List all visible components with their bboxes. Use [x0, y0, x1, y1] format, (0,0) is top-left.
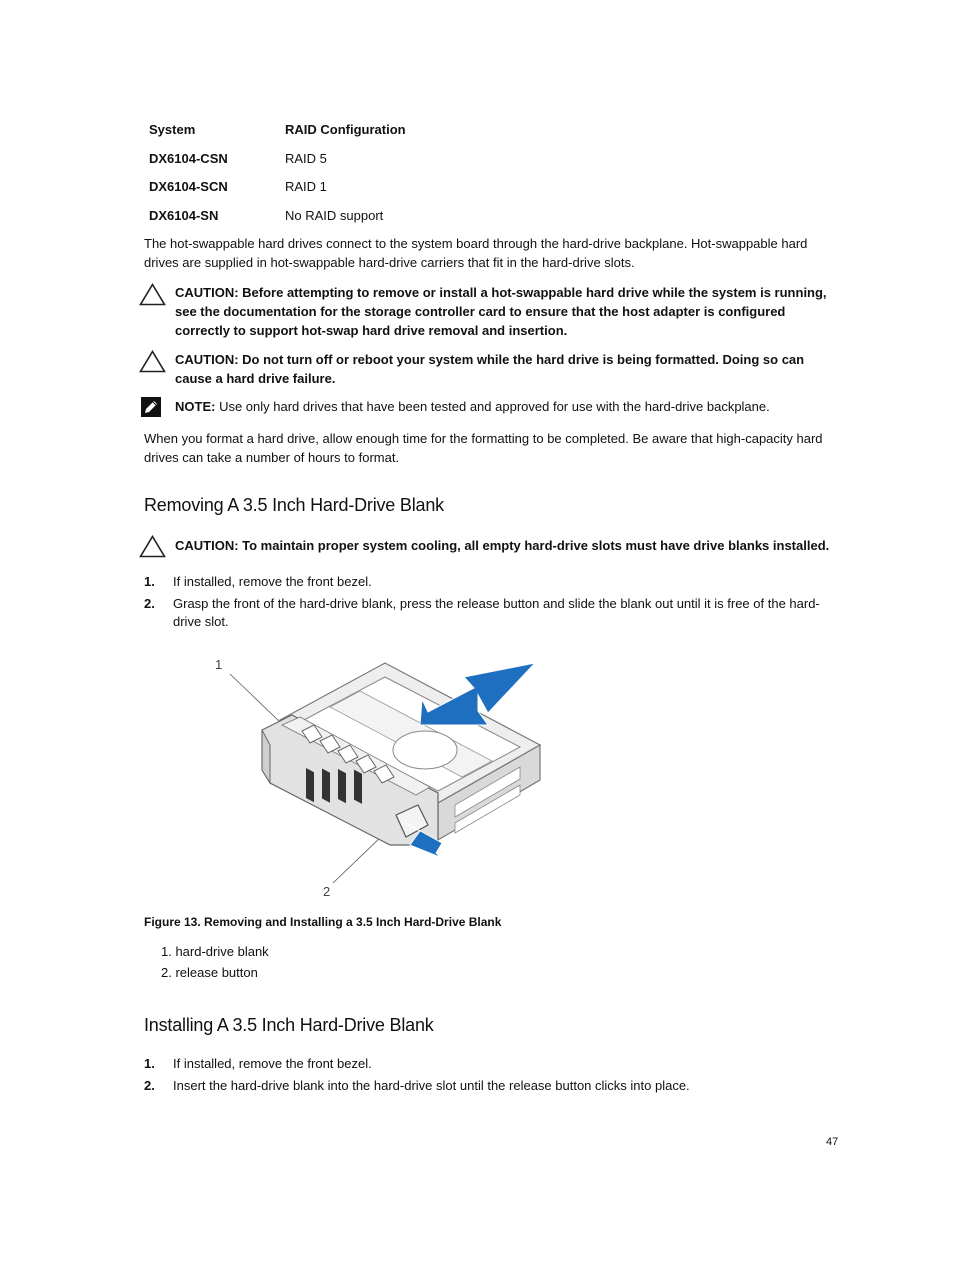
table-cell-raid: RAID 5: [285, 151, 327, 166]
figure-caption: Figure 13. Removing and Installing a 3.5 Inch Hard-Drive Blank: [144, 915, 502, 929]
table-cell-raid: No RAID support: [285, 208, 384, 223]
section-heading-remove: Removing A 3.5 Inch Hard-Drive Blank: [144, 495, 444, 515]
intro-paragraph: The hot-swappable hard drives connect to the system board through the hard-drive backplane. Hot-swappable hard drives are supplied in hot-swappable hard-drive carriers that fit in the hard-drive slots.: [144, 236, 808, 270]
step-text: If installed, remove the front bezel.: [173, 574, 372, 589]
step-text: Grasp the front of the hard-drive blank, press the release button and slide the blank out until it is free of the hard-drive slot.: [173, 596, 820, 629]
figure-legend-item: 2. release button: [161, 965, 258, 980]
section-heading-install: Installing A 3.5 Inch Hard-Drive Blank: [144, 1015, 434, 1035]
hard-drive-blank-illustration: [210, 655, 550, 905]
table-cell-system: DX6104-SCN: [149, 179, 228, 194]
callout-leader-line: [230, 674, 280, 722]
table-header-system: System: [149, 122, 196, 137]
caution-icon: [139, 283, 166, 306]
step-text: If installed, remove the front bezel.: [173, 1056, 372, 1071]
table-cell-system: DX6104-SN: [149, 208, 219, 223]
page-number: 47: [826, 1136, 839, 1148]
caution-icon: [139, 535, 166, 558]
caution-message: CAUTION: To maintain proper system cooling, all empty hard-drive slots must have drive blanks installed.: [175, 538, 830, 553]
note-text: Use only hard drives that have been tested and approved for use with the hard-drive backplane.: [215, 399, 770, 414]
callout-label-1: 1: [215, 657, 223, 672]
table-cell-raid: RAID 1: [285, 179, 327, 194]
step-number: 2.: [144, 1078, 155, 1093]
step-number: 2.: [144, 596, 155, 611]
callout-leader-line: [333, 833, 385, 883]
step-number: 1.: [144, 574, 155, 589]
step-number: 1.: [144, 1056, 155, 1071]
note-message: [175, 397, 840, 416]
table-header-raid: RAID Configuration: [285, 122, 406, 137]
note-label: NOTE:: [175, 399, 216, 414]
figure-legend-item: 1. hard-drive blank: [161, 944, 269, 959]
format-paragraph: When you format a hard drive, allow enough time for the formatting to be completed. Be aware that high-capacity hard drives can take a number of hours to format.: [144, 431, 823, 465]
caution-message: CAUTION: Before attempting to remove or install a hot-swappable hard drive while the system is running, see the documentation for the storage controller card to ensure that the host adapter is configured correctly to support hot-swap hard drive removal and insertion.: [175, 285, 827, 338]
note-pencil-icon: [141, 397, 161, 417]
step-text: Insert the hard-drive blank into the hard-drive slot until the release button clicks into place.: [173, 1078, 690, 1093]
caution-icon: [139, 350, 166, 373]
caution-message: CAUTION: Do not turn off or reboot your system while the hard drive is being formatted. Doing so can cause a hard drive failure.: [175, 352, 805, 386]
table-cell-system: DX6104-CSN: [149, 151, 228, 166]
callout-label-2: 2: [323, 884, 331, 899]
